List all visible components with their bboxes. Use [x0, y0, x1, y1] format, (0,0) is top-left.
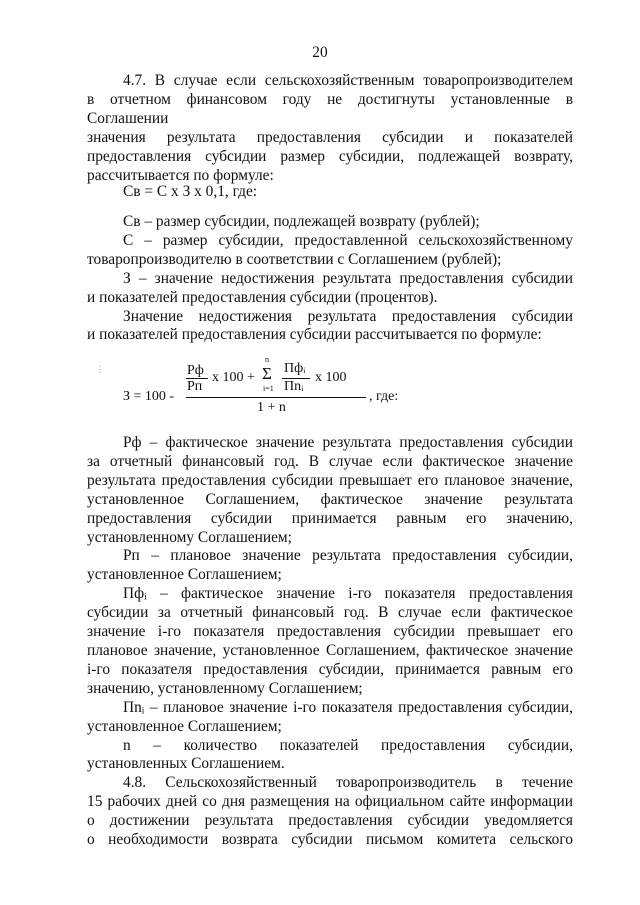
text-line: Рф – фактическое значение результата предоставления субсидии	[123, 434, 573, 451]
paragraph-4-7	[87, 72, 573, 185]
main-fraction-bar	[186, 397, 366, 398]
text-line: значение i-го показателя предоставления субсидии превышает его	[87, 623, 573, 641]
text-line: установленному Соглашением;	[87, 528, 292, 546]
text-line: i-го показателя предоставления субсидии, принимается равным его	[87, 660, 573, 678]
formula-lhs: З = 100 -	[123, 389, 175, 404]
text-line: рассчитывается по формуле:	[87, 166, 274, 184]
frac1-numerator: Рф	[187, 363, 204, 378]
text-line: установленное Соглашением, фактическое значение результата	[87, 490, 573, 508]
text-line: Пnᵢ – плановое значение i-го показателя предоставления субсидии,	[123, 698, 573, 716]
text-line: установленное Соглашением;	[87, 566, 282, 584]
text-line: субсидии за отчетный финансовый год. В случае если фактическое	[87, 604, 573, 622]
text-line: товаропроизводителю в соответствии с Соглашением (рублей);	[87, 250, 502, 268]
multiply-100-a: х 100 +	[212, 370, 255, 385]
text-line: и показателей предоставления субсидии (процентов).	[87, 288, 438, 306]
text-line: значению, установленному Соглашением;	[87, 679, 363, 697]
text-line: о достижении результата предоставления субсидии уведомляется	[87, 812, 573, 830]
text-line: Значение недостижения результата предоставления субсидии	[123, 307, 573, 325]
multiply-100-b: х 100	[315, 370, 347, 385]
frac1-denominator: Рп	[187, 379, 203, 394]
formula-sv: Св = С х З х 0,1, где:	[123, 183, 258, 200]
sigma-symbol: Σ	[262, 364, 272, 383]
text-line: и показателей предоставления субсидии рассчитывается по формуле:	[87, 326, 542, 344]
text-line: предоставления субсидии принимается равным его значению,	[87, 509, 573, 527]
text-line: 15 рабочих дней со дня размещения на официальном сайте информации	[87, 793, 573, 811]
frac2-denominator: Пnᵢ	[284, 379, 304, 394]
text-line: установленное Соглашением;	[87, 717, 282, 735]
frac2-numerator: Пфᵢ	[284, 361, 306, 376]
text-line: значения результата предоставления субсидии и показателей	[87, 128, 573, 146]
text-line: о необходимости возврата субсидии письмом комитета сельского	[87, 831, 573, 849]
text-line: 4.8. Сельскохозяйственный товаропроизводитель в течение	[123, 774, 573, 792]
text-line: Св – размер субсидии, подлежащей возврату (рублей);	[123, 213, 480, 230]
text-line: в отчетном финансовом году не достигнуты установленные в Соглашении	[87, 90, 573, 127]
text-line: результата предоставления субсидии превышает его плановое значение,	[87, 471, 573, 489]
text-line: n – количество показателей предоставления субсидии,	[123, 736, 573, 754]
main-denominator: 1 + n	[257, 400, 286, 415]
text-line: Пфᵢ – фактическое значение i-го показателя предоставления	[123, 585, 573, 603]
formula-tail: , где:	[369, 389, 399, 404]
text-line: З – значение недостижения результата предоставления субсидии	[123, 269, 573, 287]
sum-lower-limit: i=1	[263, 384, 274, 393]
text-line: за отчетный финансовый год. В случае если фактическое значение	[87, 452, 573, 470]
page-number: 20	[312, 44, 328, 61]
scan-artifact: ⋮	[96, 365, 104, 374]
text-line: плановое значение, установленное Соглашением, фактическое значение	[87, 641, 573, 659]
formula-z	[123, 355, 443, 418]
definitions-block-1	[87, 213, 573, 345]
text-line: С – размер субсидии, предоставленной сельскохозяйственному	[123, 231, 573, 249]
text-line: предоставления субсидии размер субсидии, подлежащей возврату,	[87, 147, 573, 165]
sum-upper-limit: n	[265, 355, 269, 364]
definitions-block-2	[87, 434, 573, 850]
text-line: установленных Соглашением.	[87, 755, 285, 773]
text-line: 4.7. В случае если сельскохозяйственным товаропроизводителем	[123, 72, 573, 89]
text-line: Рп – плановое значение результата предоставления субсидии,	[123, 547, 573, 565]
